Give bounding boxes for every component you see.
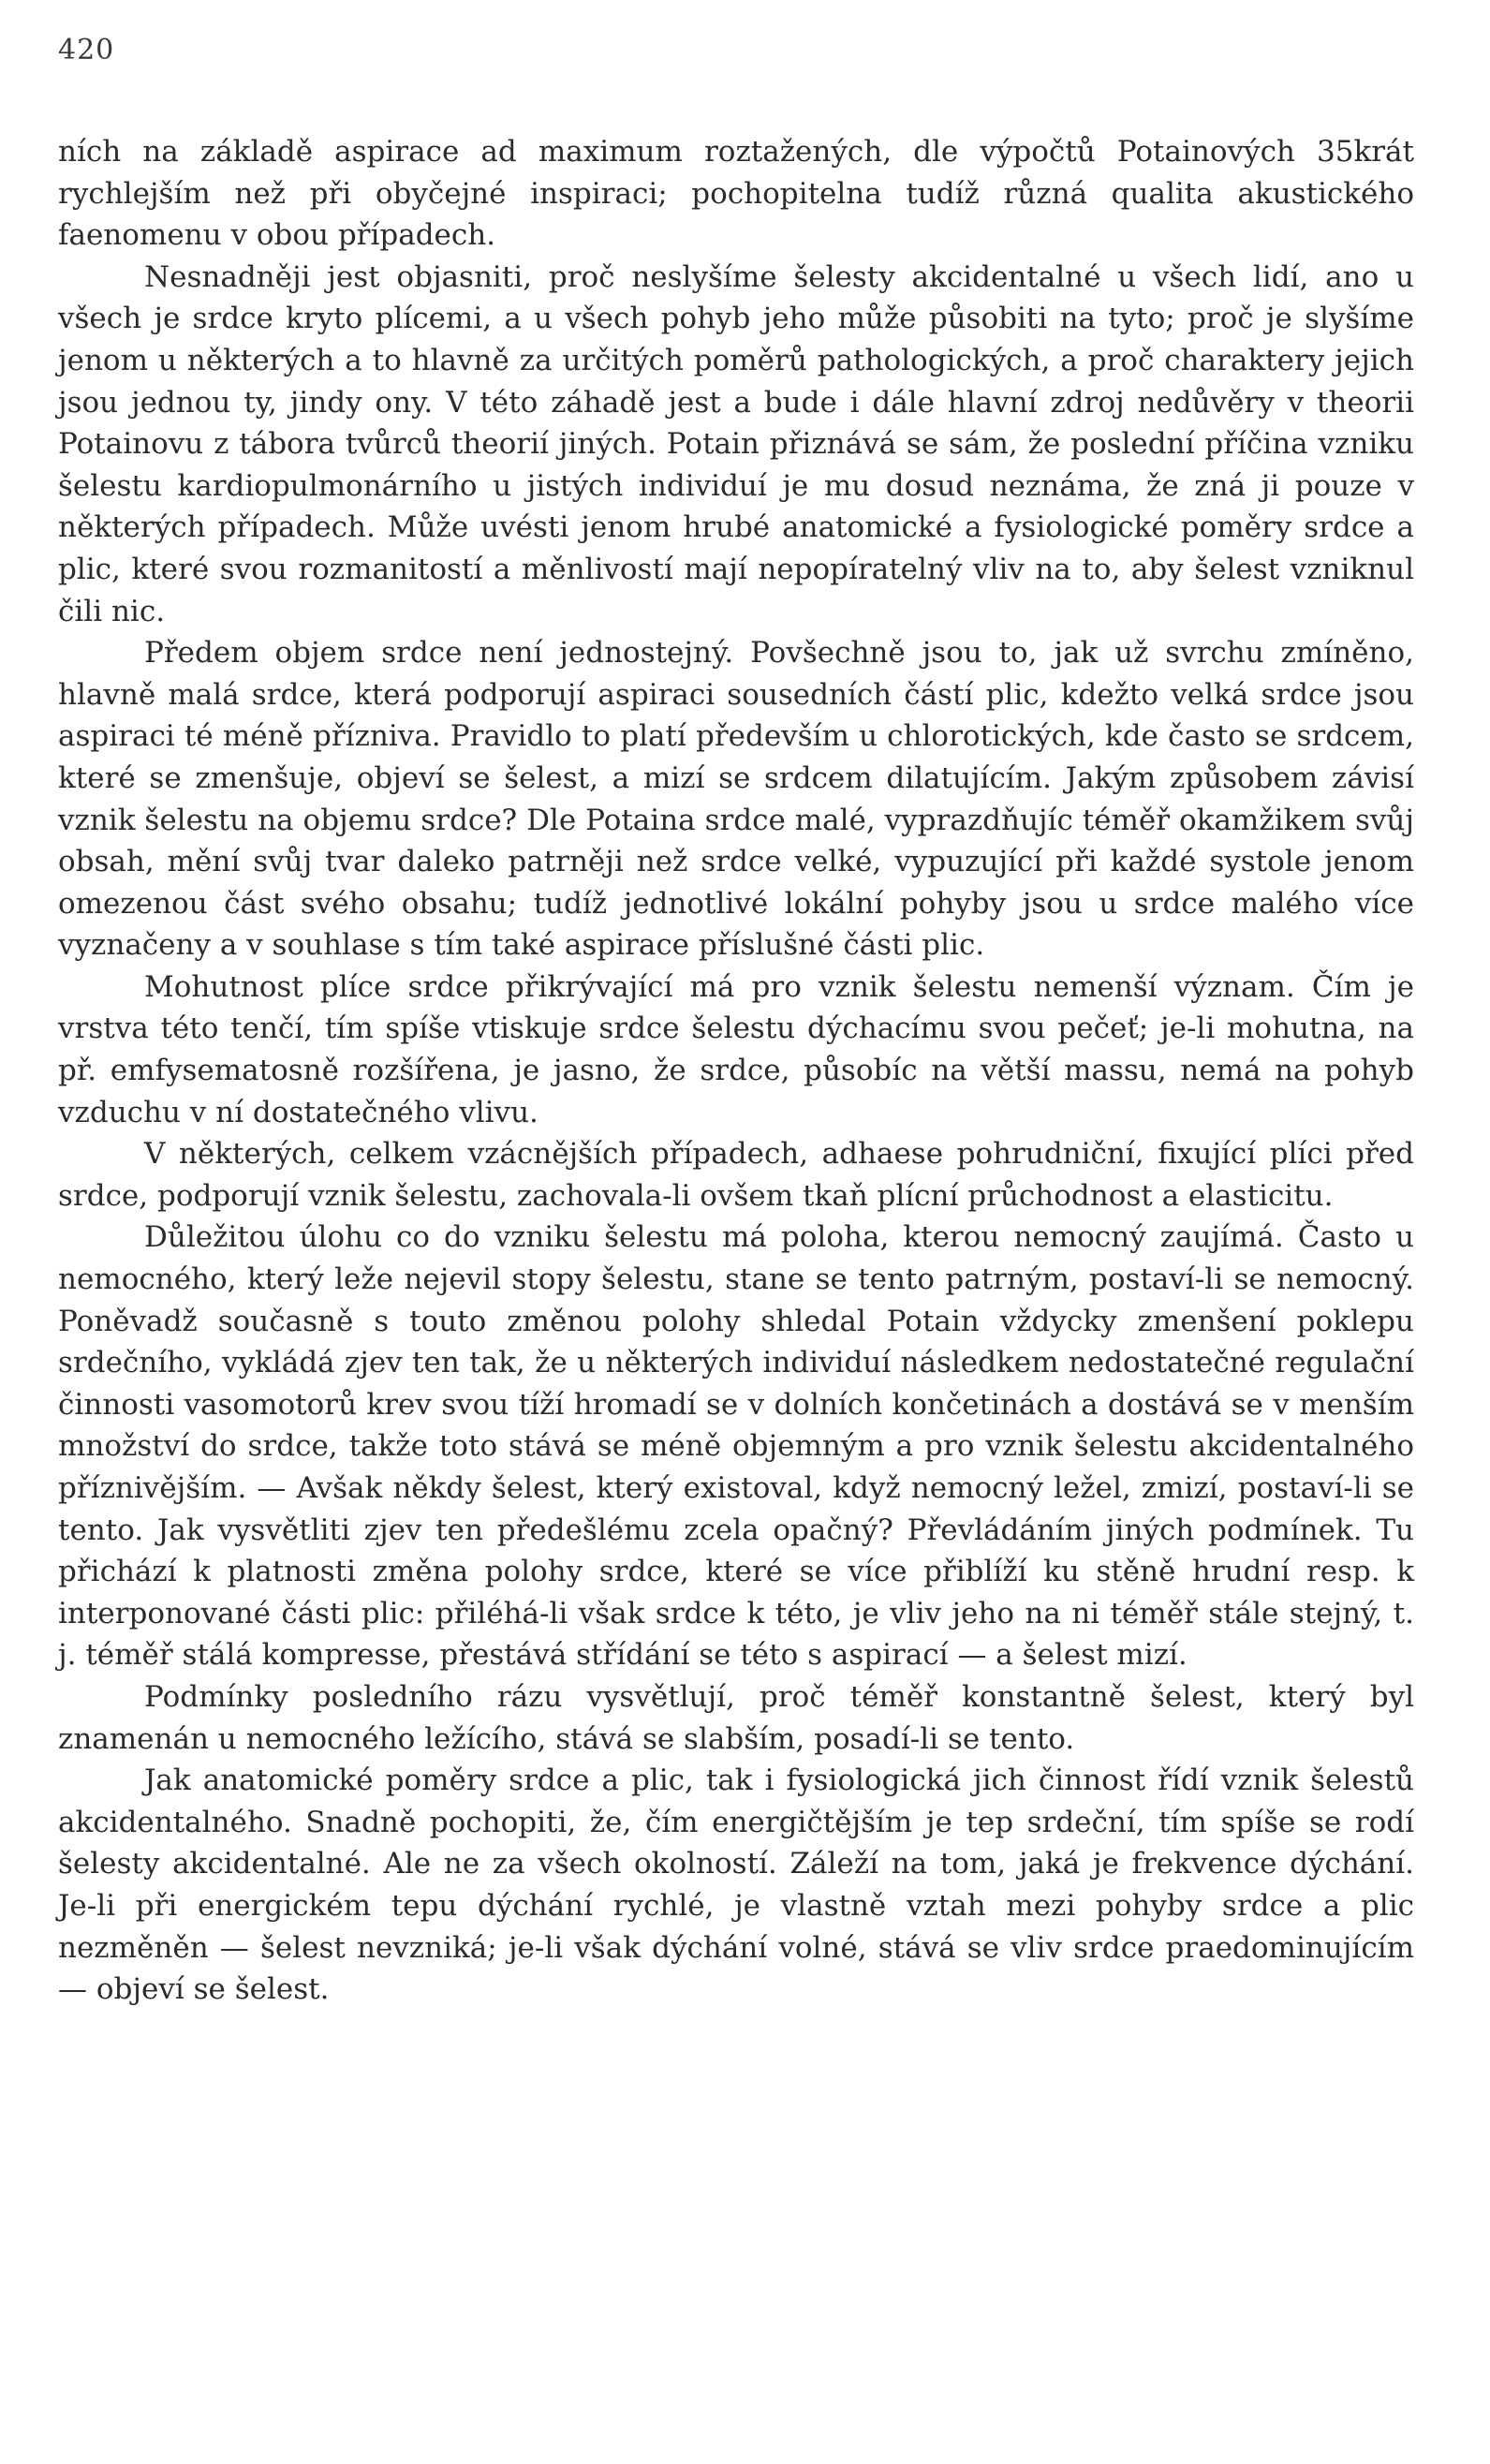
paragraph-4: Mohutnost plíce srdce přikrývající má pro vznik šelestu nemenší význam. Čím je vrstva této tenčí, tím spíše vtiskuje srdce šelestu dýchacímu svou pečeť; je-li mohutna, na př. emfysematosně rozšířena, je jasno, že srdce, působíc na větší massu, nemá na pohyb vzduchu v ní dostatečného vlivu. bbox=[58, 969, 1414, 1129]
paragraph-5: V některých, celkem vzácnějších případech, adhaese pohrudniční, fixující plíci před srdce, podporují vznik šelestu, zachovala-li ovšem tkaň plícní průchodnost a elasticitu. bbox=[58, 1137, 1414, 1213]
paragraph-3: Předem objem srdce není jednostejný. Povšechně jsou to, jak už svrchu zmíněno, hlavně malá srdce, která podporují aspiraci sousedních částí plic, kdežto velká srdce jsou aspiraci té méně příznivа. Pravidlo to platí především u chlorotických, kde často se srdcem, které se zmenšuje, objeví se šelest, a mizí se srdcem dilatujícím. Jakým způsobem závisí vznik šelestu na objemu srdce? Dle Potaina srdce malé, vyprazdňujíc téměř okamžikem svůj obsah, mění svůj tvar daleko patrněji než srdce velké, vypuzující při každé systole jenom omezenou část svého obsahu; tudíž jednotlivé lokální pohyby jsou u srdce malého více vyznačeny a v souhlase s tím také aspirace příslušné části plic. bbox=[58, 636, 1414, 963]
paragraph-8: Jak anatomické poměry srdce a plic, tak i fysiologická jich činnost řídí vznik šelestů akcidentalného. Snadně pochopiti, že, čím energičtějším je tep srdeční, tím spíše se rodí šelesty akcidentalné. Ale ne za všech okolností. Záleží na tom, jaká je frekvence dýchání. Je-li při energickém tepu dýchání rychlé, je vlastně vztah mezi pohyby srdce a plic nezměněn — šelest nevzniká; je-li však dýchání volné, stává se vliv srdce praedominujícím — objeví se šelest. bbox=[58, 1763, 1414, 2007]
paragraph-7: Podmínky posledního rázu vysvětlují, proč téměř konstantně šelest, který byl znamenán u nemocného ležícího, stává se slabším, posadí-li se tento. bbox=[58, 1679, 1414, 1756]
paragraph-1: ních na základě aspirace ad maximum roztažených, dle výpočtů Potainových 35krát rychlejším než při obyčejné inspiraci; pochopitelna tudíž různá qualita akustického faenomenu v obou případech. bbox=[58, 135, 1414, 253]
text-body bbox=[58, 131, 1414, 2011]
page-number: 420 bbox=[58, 34, 115, 66]
paragraph-6: Důležitou úlohu co do vzniku šelestu má poloha, kterou nemocný zaujímá. Často u nemocného, který leže nejevil stopy šelestu, stane se tento patrným, postaví-li se nemocný. Poněvadž současně s touto změnou polohy shledal Potain vždycky zmenšení poklepu srdečního, vykládá zjev ten tak, že u některých individuí následkem nedostatečné regulační činnosti vasomotorů krev svou tíží hromadí se v dolních končetinách a dostává se v menším množství do srdce, takže toto stává se méně objemným a pro vznik šelestu akcidentalného příznivějším. — Avšak někdy šelest, který existoval, když nemocný ležel, zmizí, postaví-li se tento. Jak vysvětliti zjev ten předešlému zcela opačný? Převládáním jiných podmínek. Tu přichází k platnosti změna polohy srdce, které se více přiblíží ku stěně hrudní resp. k interponované části plic: přiléhá-li však srdce k této, je vliv jeho na ni téměř stále stejný, t. j. téměř stálá kompresse, přestává střídání se této s aspirací — a šelest mizí. bbox=[58, 1220, 1414, 1673]
paragraph-2: Nesnadněji jest objasniti, proč neslyšíme šelesty akcidentalné u všech lidí, ano u všech je srdce kryto plícemi, a u všech pohyb jeho může působiti na tyto; proč je slyšíme jenom u některých a to hlavně za určitých poměrů pathologických, a proč charaktery jejich jsou jednou ty, jindy ony. V této záhadě jest a bude i dále hlavní zdroj nedůvěry v theorii Potainovu z tábora tvůrců theorií jiných. Potain přiznává se sám, že poslední příčina vzniku šelestu kardiopulmonárního u jistých individuí je mu dosud neznáma, že zná ji pouze v některých případech. Může uvésti jenom hrubé anatomické a fysiologické poměry srdce a plic, které svou rozmanitostí a měnlivostí mají nepopíratelný vliv na to, aby šelest vzniknul čili nic. bbox=[58, 259, 1414, 628]
